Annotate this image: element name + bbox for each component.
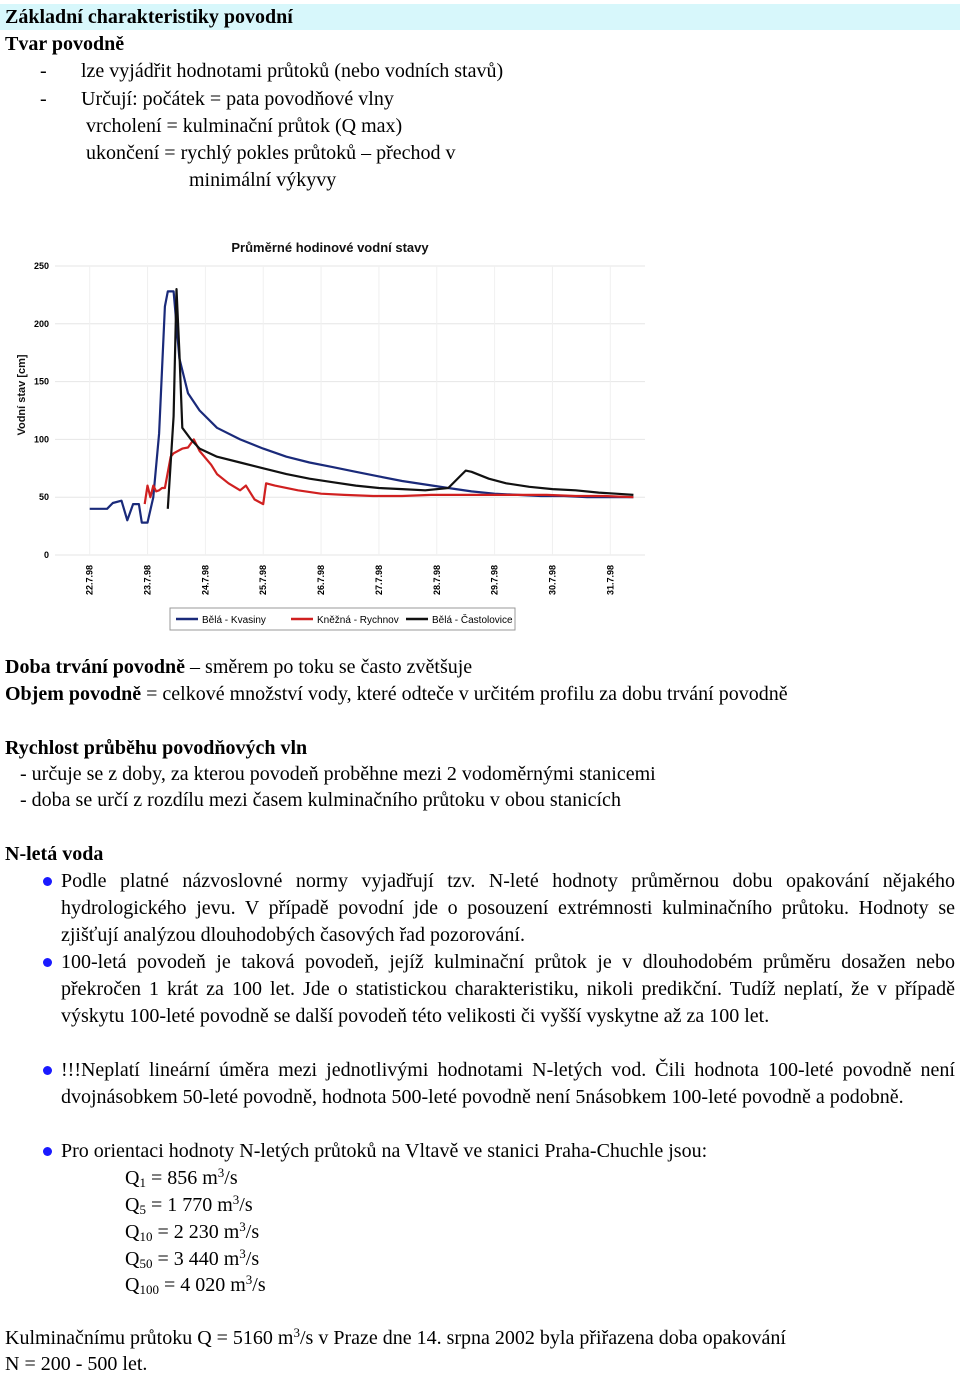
- section-heading-shape: Tvar povodně: [5, 33, 125, 55]
- q-value: $Q_1 = 856$ $m^3/s$: [125, 1165, 238, 1190]
- water-level-chart: [5, 220, 665, 652]
- dash-marker: -: [40, 60, 47, 82]
- bullet-dot: [43, 958, 52, 967]
- shape-item: vrcholení = kulminační průtok (Q max): [86, 115, 403, 137]
- nyear-paragraph: Podle platné názvoslovné normy vyjadřují tzv. N-leté hodnoty průměrnou dobu opakování nějakého hydrologického jevu. V případě povodní jde o posouzení extrémnosti kulminačního průtoku. Hodnoty se zjišťují analýzou dlouhodobých časových řad pozorování.: [61, 870, 955, 946]
- y-axis-label: Vodní stav [cm]: [16, 354, 28, 436]
- legend-label: Bělá - Kvasiny: [202, 615, 266, 626]
- duration-label: Doba trvání povodně: [5, 656, 186, 678]
- y-tick-label: 150: [33, 376, 49, 387]
- x-tick-label: 28.7.98: [431, 565, 442, 596]
- legend: [170, 608, 515, 630]
- footer-sup: 3: [293, 1325, 300, 1340]
- q-value: $Q_{100} = 4$ 020 $m^3/s$: [125, 1272, 266, 1297]
- x-tick-label: 30.7.98: [547, 565, 558, 596]
- bullet-dot: [43, 877, 52, 886]
- x-tick-label: 27.7.98: [373, 565, 384, 596]
- x-tick-label: 29.7.98: [489, 565, 500, 596]
- shape-item: minimální výkyvy: [189, 169, 337, 191]
- dash-marker: -: [40, 88, 47, 110]
- page-title: Základní charakteristiky povodní: [5, 6, 293, 28]
- y-tick-label: 250: [33, 261, 49, 271]
- volume-label: Objem povodně: [5, 683, 142, 705]
- bullet-dot: [43, 1147, 52, 1156]
- duration-text: – směrem po toku se často zvětšuje: [185, 656, 473, 678]
- shape-item: ukončení = rychlý pokles průtoků – přechod v: [86, 142, 456, 164]
- bullet-dot: [43, 1066, 52, 1075]
- y-tick-label: 100: [33, 434, 49, 445]
- section-heading-speed: Rychlost průběhu povodňových vln: [5, 737, 308, 759]
- chart-background: [5, 220, 665, 652]
- footer-line-2: N = 200 - 500 let.: [5, 1353, 148, 1375]
- nyear-paragraph: 100-letá povodeň je taková povodeň, jejíž kulminační průtok je v dlouhodobém průměru dosažen nebo překročen 1 krát za 100 let. Jde o statistickou charakteristiku, nikoli predikční. Tudíž neplatí, že v případě výskytu 100-leté povodně se další povodeň této velikosti či vyšší vyskytne až za 100 let.: [61, 951, 955, 1027]
- chart-svg: [5, 220, 665, 652]
- y-tick-label: 200: [33, 318, 49, 329]
- x-tick-label: 22.7.98: [84, 565, 95, 596]
- speed-item: - doba se určí z rozdílu mezi časem kulminačního průtoku v obou stanicích: [20, 789, 621, 811]
- nyear-paragraph: !!!Neplatí lineární úměra mezi jednotlivými hodnotami N-letých vod. Čili hodnota 100-leté povodně není dvojnásobkem 50-leté povodně, hodnota 500-leté povodně není 5násobkem 100-leté povodně a podobně.: [61, 1059, 955, 1108]
- section-heading-nyear: N-letá voda: [5, 843, 104, 865]
- shape-item: Určují: počátek = pata povodňové vlny: [81, 88, 394, 110]
- volume-definition: [5, 681, 788, 707]
- x-tick-label: 24.7.98: [200, 565, 211, 596]
- x-tick-label: 31.7.98: [605, 565, 616, 596]
- nyear-paragraph: Pro orientaci hodnoty N-letých průtoků na Vltavě ve stanici Praha-Chuchle jsou:: [61, 1140, 708, 1162]
- q-value: $Q_{10} = 2$ 230 $m^3/s$: [125, 1219, 260, 1244]
- speed-item: - určuje se z doby, za kterou povodeň proběhne mezi 2 vodoměrnými stanicemi: [20, 763, 656, 785]
- y-tick-label: 0: [43, 550, 49, 560]
- footer-text: Kulminačnímu průtoku Q = 5160 m: [5, 1327, 294, 1349]
- x-tick-label: 26.7.98: [316, 565, 327, 596]
- y-tick-label: 50: [38, 492, 49, 503]
- footer-line: [5, 1325, 955, 1351]
- x-tick-label: 25.7.98: [258, 565, 269, 596]
- x-tick-label: 23.7.98: [142, 565, 153, 596]
- chart-title: Průměrné hodinové vodní stavy: [231, 240, 429, 255]
- legend-label: Kněžná - Rychnov: [317, 615, 399, 626]
- legend-label: Bělá - Častolovice: [432, 615, 513, 626]
- q-value: $Q_5 = 1$ 770 $m^3/s$: [125, 1192, 253, 1217]
- footer-text: /s v Praze dne 14. srpna 2002 byla přiřazena doba opakování: [299, 1327, 786, 1349]
- q-value: $Q_{50} = 3$ 440 $m^3/s$: [125, 1246, 260, 1271]
- shape-item: lze vyjádřit hodnotami průtoků (nebo vodních stavů): [81, 60, 504, 82]
- volume-text: = celkové množství vody, které odteče v určitém profilu za dobu trvání povodně: [141, 683, 788, 705]
- duration-definition: [5, 654, 472, 680]
